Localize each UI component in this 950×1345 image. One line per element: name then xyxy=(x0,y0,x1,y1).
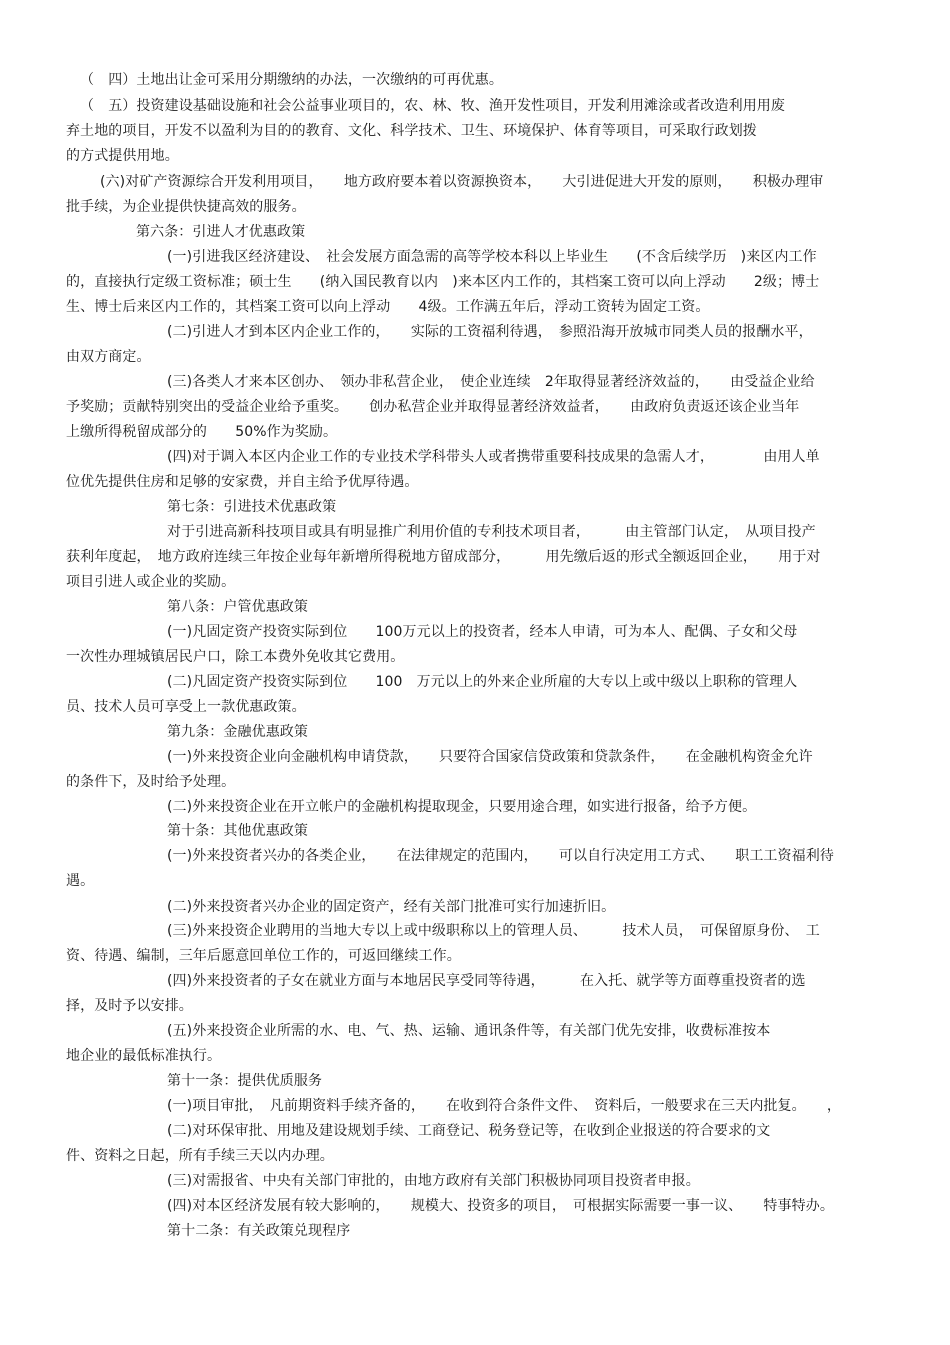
text-line: 遇。 xyxy=(66,873,95,889)
text-line: (二)引进人才到本区内企业工作的， 实际的工资福利待遇， 参照沿海开放城市同类人员的报酬水平， xyxy=(167,324,813,340)
text-line: 的，直接执行定级工资标准；硕士生 (纳入国民教育以内 )来本区内工作的，其档案工资可以向上浮动 2级；博士 xyxy=(66,274,820,290)
text-line: (一)引进我区经济建设、 社会发展方面急需的高等学校本科以上毕业生 (不含后续学历 )来区内工作 xyxy=(167,249,817,265)
text-line: (五)外来投资企业所需的水、电、气、热、运输、通讯条件等，有关部门优先安排，收费标准按本 xyxy=(167,1023,771,1039)
text-line: (一)外来投资者兴办的各类企业， 在法律规定的范围内， 可以自行决定用工方式、 职工工资福利待 xyxy=(167,848,834,864)
text-line: (一)凡固定资产投资实际到位 100万元以上的投资者，经本人申请，可为本人、配偶、子女和父母 xyxy=(167,624,798,640)
text-line: 予奖励；贡献特别突出的受益企业给予重奖。 创办私营企业并取得显著经济效益者， 由政府负责返还该企业当年 xyxy=(66,399,800,415)
text-line: 批手续，为企业提供快捷高效的服务。 xyxy=(66,199,306,215)
text-line: 获利年度起， 地方政府连续三年按企业每年新增所得税地方留成部分， 用先缴后返的形式全额返回企业， 用于对 xyxy=(66,549,821,565)
section-heading: 第十一条：提供优质服务 xyxy=(167,1073,323,1089)
section-heading: 第七条：引进技术优惠政策 xyxy=(167,499,337,515)
text-line: (二)凡固定资产投资实际到位 100 万元以上的外来企业所雇的大专以上或中级以上职称的管理人 xyxy=(167,674,798,690)
text-line: (四)对于调入本区内企业工作的专业技术学科带头人或者携带重要科技成果的急需人才， 由用人单 xyxy=(167,449,820,465)
text-line: 地企业的最低标准执行。 xyxy=(66,1048,222,1064)
text-line: (四)外来投资者的子女在就业方面与本地居民享受同等待遇， 在入托、就学等方面尊重投资者的选 xyxy=(167,973,806,989)
text-line: （ 五）投资建设基础设施和社会公益事业项目的，农、林、牧、渔开发性项目，开发利用滩涂或者改造利用用废 xyxy=(80,98,785,114)
text-line: (一)外来投资企业向金融机构申请贷款， 只要符合国家信贷政策和贷款条件， 在金融机构资金允许 xyxy=(167,749,813,765)
text-line: （ 四）土地出让金可采用分期缴纳的办法，一次缴纳的可再优惠。 xyxy=(80,72,503,88)
section-heading: 第十二条：有关政策兑现程序 xyxy=(167,1223,351,1239)
text-line: (三)各类人才来本区创办、 领办非私营企业， 使企业连续 2年取得显著经济效益的， 由受益企业给 xyxy=(167,374,815,390)
section-heading: 第九条：金融优惠政策 xyxy=(167,724,308,740)
text-line: 的方式提供用地。 xyxy=(66,148,179,164)
text-line: 对于引进高新科技项目或具有明显推广利用价值的专利技术项目者， 由主管部门认定， 从项目投产 xyxy=(167,524,816,540)
text-line: 弃土地的项目，开发不以盈利为目的的教育、文化、科学技术、卫生、环境保护、体育等项目，可采取行政划拨 xyxy=(66,123,757,139)
text-line: 择，及时予以安排。 xyxy=(66,998,193,1014)
text-line: (三)外来投资企业聘用的当地大专以上或中级职称以上的管理人员、 技术人员， 可保留原身份、 工 xyxy=(167,923,820,939)
text-line: 一次性办理城镇居民户口，除工本费外免收其它费用。 xyxy=(66,649,405,665)
text-line: (二)外来投资企业在开立帐户的金融机构提取现金，只要用途合理，如实进行报备，给予方便。 xyxy=(167,799,757,815)
text-line: (六)对矿产资源综合开发利用项目， 地方政府要本着以资源换资本， 大引进促进大开发的原则， 积极办理审 xyxy=(100,174,824,190)
text-line: (二)外来投资者兴办企业的固定资产，经有关部门批准可实行加速折旧。 xyxy=(167,899,616,915)
text-line: 员、技术人员可享受上一款优惠政策。 xyxy=(66,699,306,715)
text-line: 件、资料之日起，所有手续三天以内办理。 xyxy=(66,1148,334,1164)
text-line: 生、博士后来区内工作的，其档案工资可以向上浮动 4级。工作满五年后，浮动工资转为固定工资。 xyxy=(66,299,710,315)
text-line: (二)对环保审批、用地及建设规划手续、工商登记、税务登记等，在收到企业报送的符合要求的文 xyxy=(167,1123,771,1139)
text-line: 的条件下，及时给予处理。 xyxy=(66,774,236,790)
section-heading: 第八条：户管优惠政策 xyxy=(167,599,308,615)
text-line: 位优先提供住房和足够的安家费，并自主给予优厚待遇。 xyxy=(66,474,419,490)
text-line: (一)项目审批， 凡前期资料手续齐备的， 在收到符合条件文件、 资料后，一般要求在三天内批复。 ， xyxy=(167,1098,842,1114)
text-line: 资、待遇、编制，三年后愿意回单位工作的，可返回继续工作。 xyxy=(66,948,461,964)
section-heading: 第六条：引进人才优惠政策 xyxy=(136,224,306,240)
text-line: 上缴所得税留成部分的 50%作为奖励。 xyxy=(66,424,338,440)
text-line: (四)对本区经济发展有较大影响的， 规模大、投资多的项目， 可根据实际需要一事一议、 特事特办。 xyxy=(167,1198,834,1214)
text-line: (三)对需报省、中央有关部门审批的，由地方政府有关部门积极协同项目投资者申报。 xyxy=(167,1173,700,1189)
text-line: 项目引进人或企业的奖励。 xyxy=(66,574,236,590)
section-heading: 第十条：其他优惠政策 xyxy=(167,823,308,839)
text-line: 由双方商定。 xyxy=(66,349,151,365)
